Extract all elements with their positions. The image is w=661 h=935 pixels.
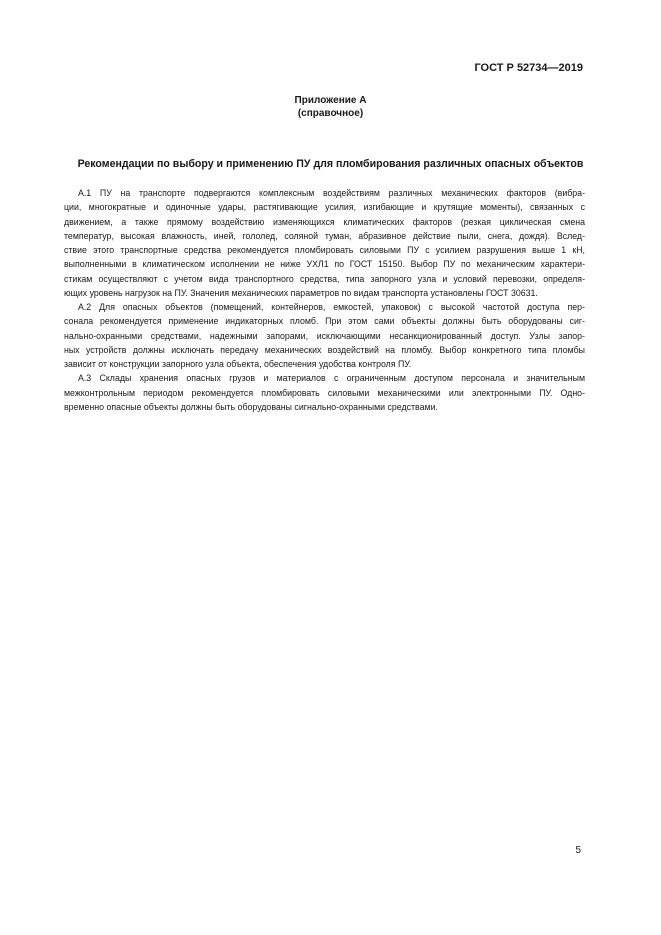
paragraph-line: ных устройств должны исключать передачу механических воздействий на пломбу. Выбор конкретного типа пломбы <box>64 344 585 355</box>
paragraph-line: временно опасные объекты должны быть оборудованы сигнально-охранными средствами. <box>64 401 438 412</box>
appendix-label: Приложение А <box>294 95 367 106</box>
document-code: ГОСТ Р 52734—2019 <box>474 62 583 74</box>
paragraph-line: сонала рекомендуется применение индикаторных пломб. При этом сами объекты должны быть оборудованы сиг- <box>64 316 585 327</box>
paragraph-line: ствие этого транспортные средства рекомендуется пломбировать силовыми ПУ с усилием разрушения выше 1 кН, <box>64 245 585 255</box>
paragraph-line: выполненными в климатическом исполнении не ниже УХЛ1 по ГОСТ 15150. Выбор ПУ по механическим характери- <box>64 259 585 270</box>
document-body <box>64 186 585 414</box>
paragraph-line: А.3 Склады хранения опасных грузов и материалов с ограниченным доступом персонала и значительным <box>78 373 585 384</box>
paragraph-line: ции, многократные и одиночные удары, растягивающие усилия, изгибающие и крутящие моменты), связанных с <box>64 202 585 213</box>
paragraph-line: ющих уровень нагрузок на ПУ. Значения механических параметров по видам транспорта установлены ГОСТ 30631. <box>64 287 538 298</box>
appendix-heading <box>0 94 661 120</box>
paragraph <box>64 371 585 414</box>
paragraph-line: движением, а также прямому воздействию изменяющихся климатических факторов (резкая циклическая смена <box>64 216 585 227</box>
paragraph <box>64 300 585 371</box>
paragraph-line: А.2 Для опасных объектов (помещений, контейнеров, емкостей, упаковок) с высокой частотой доступа пер- <box>78 302 585 312</box>
paragraph-line: зависит от конструкции запорного узла объекта, обеспечения удобства контроля ПУ. <box>64 359 412 369</box>
section-title: Рекомендации по выбору и применению ПУ для пломбирования различных опасных объектов <box>77 158 584 170</box>
paragraph-line: А.1 ПУ на транспорте подвергаются комплексным воздействиям различных механических факторов (вибра- <box>78 188 585 198</box>
paragraph-line: межконтрольным периодом рекомендуется пломбировать силовыми механическими или электронными ПУ. Одно- <box>64 387 585 398</box>
paragraph-line: температур, высокая влажность, иней, гололед, соляной туман, абразивное действие пыли, снега, дождя). Вслед- <box>64 230 585 241</box>
paragraph-line: нально-охранными средствами, надежными запорами, исключающими несанкционированный доступ. Узлы запор- <box>64 330 585 341</box>
page-number: 5 <box>575 845 581 856</box>
paragraph-line: стикам осуществляют с учетом вида транспортного средства, типа запорного узла и условий перевозки, определя- <box>64 273 585 284</box>
appendix-type: (справочное) <box>297 108 364 119</box>
paragraph <box>64 186 585 300</box>
